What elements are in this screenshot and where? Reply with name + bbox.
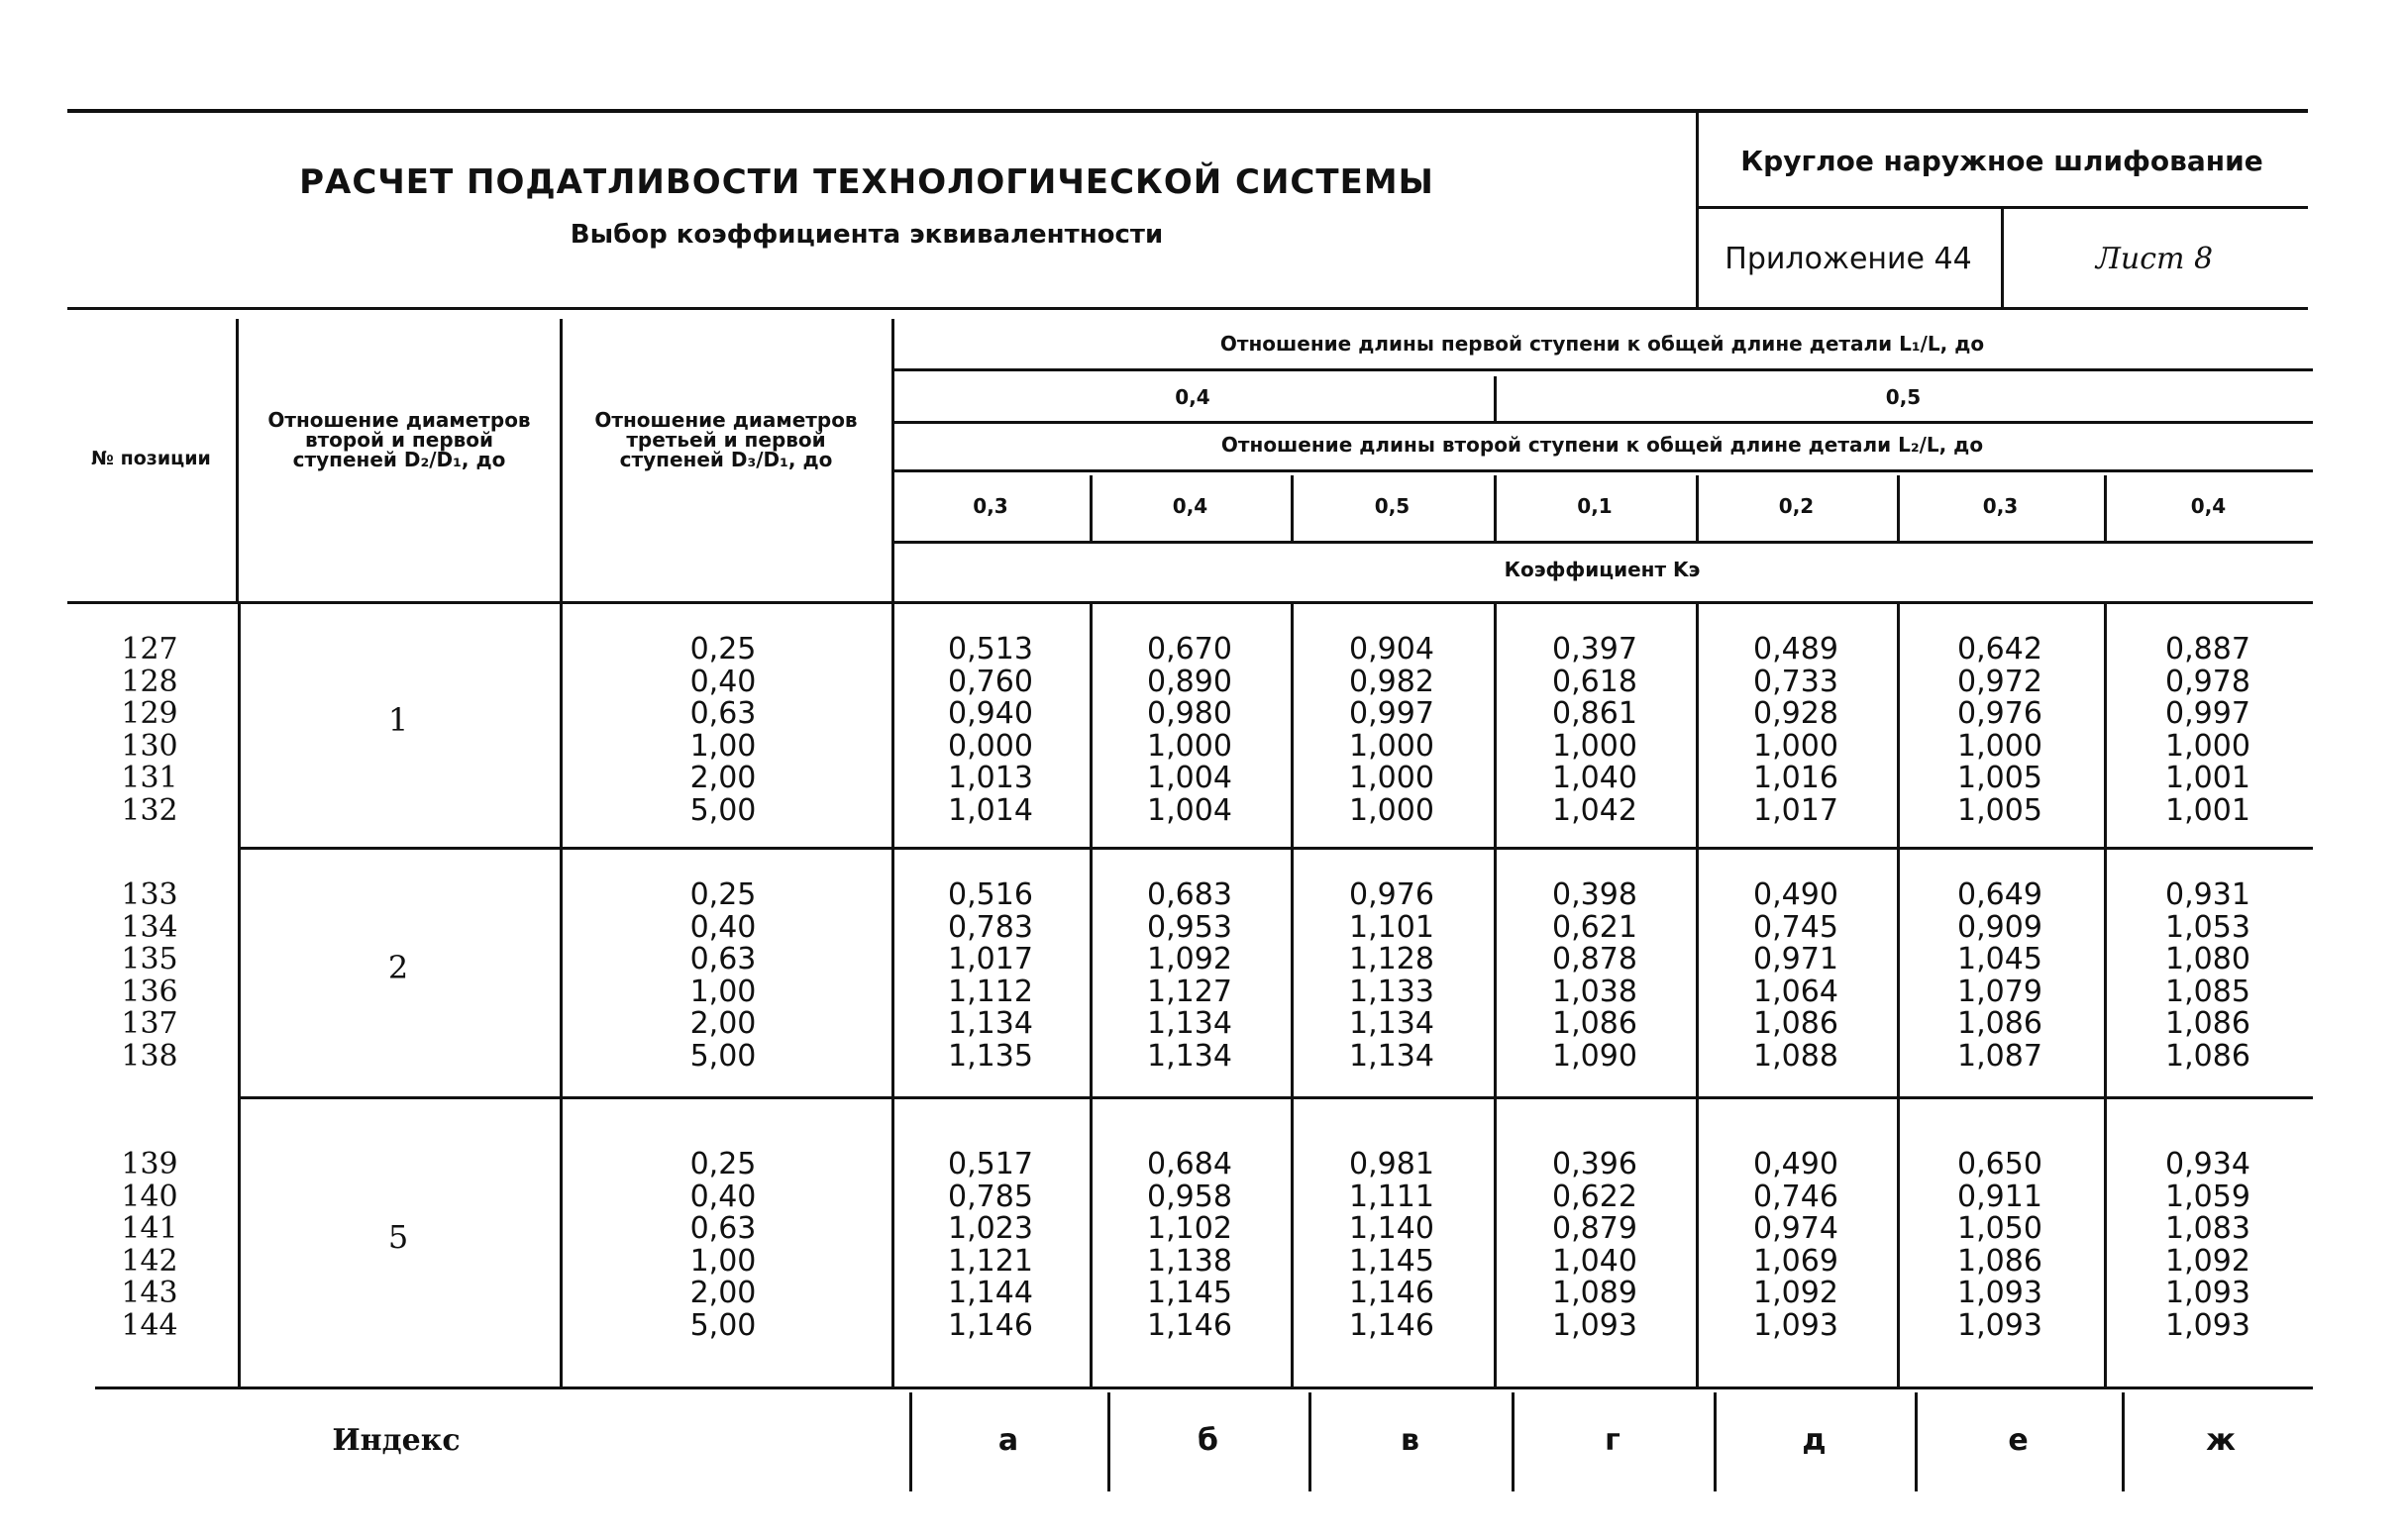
- index-letter: в: [1401, 1423, 1419, 1458]
- index-rule: [95, 1386, 2313, 1389]
- index-letter: д: [1802, 1423, 1827, 1458]
- section-name: Круглое наружное шлифование: [1740, 145, 2263, 177]
- index-letter: б: [1198, 1423, 1218, 1458]
- coef-column: 0,904 0,982 0,997 1,000 1,000 1,000: [1349, 632, 1434, 828]
- l2-value: 0,2: [1778, 494, 1815, 518]
- index-letter: ж: [2206, 1423, 2236, 1458]
- l2-value: 0,3: [973, 494, 1008, 518]
- d3-values-group-1: 0,25 0,40 0,63 1,00 2,00 5,00: [689, 632, 757, 828]
- coef-column: 0,490 0,746 0,974 1,069 1,092 1,093: [1753, 1147, 1838, 1343]
- d2-value-group-2: 2: [387, 949, 409, 986]
- coef-column: 0,516 0,783 1,017 1,112 1,134 1,135: [948, 877, 1033, 1074]
- col-divider-2: [560, 319, 563, 604]
- positions-group-1: 127 128 129 130 131 132: [121, 632, 178, 828]
- body-divider-9: [2104, 604, 2107, 1386]
- positions-group-2: 133 134 135 136 137 138: [121, 877, 178, 1074]
- col-position-header: № позиции: [91, 448, 211, 469]
- header-top-rule: [67, 109, 2308, 113]
- page-subtitle: Выбор коэффициента эквивалентности: [570, 220, 1164, 250]
- coef-column: 0,517 0,785 1,023 1,121 1,144 1,146: [948, 1147, 1033, 1343]
- l1-value-b: 0,5: [1885, 385, 1922, 409]
- coef-column: 0,934 1,059 1,083 1,092 1,093 1,093: [2165, 1147, 2250, 1343]
- index-label: Индекс: [332, 1423, 461, 1458]
- page-title: РАСЧЕТ ПОДАТЛИВОСТИ ТЕХНОЛОГИЧЕСКОЙ СИСТЕМЫ: [299, 162, 1434, 202]
- coef-column: 0,397 0,618 0,861 1,000 1,040 1,042: [1552, 632, 1637, 828]
- index-letter: а: [997, 1423, 1019, 1458]
- col-d2d1-header: Отношение диаметров второй и первой ступеней D₂/D₁, до: [267, 408, 531, 471]
- coef-column: 0,489 0,733 0,928 1,000 1,016 1,017: [1753, 632, 1838, 828]
- l2-value: 0,4: [2190, 494, 2227, 518]
- appendix-number: Приложение 44: [1725, 242, 1972, 276]
- d2-value-group-3: 5: [387, 1218, 409, 1256]
- body-divider-2: [560, 604, 563, 1386]
- l2-value: 0,4: [1172, 494, 1208, 518]
- l2-value: 0,1: [1577, 494, 1613, 518]
- d3-values-group-2: 0,25 0,40 0,63 1,00 2,00 5,00: [689, 877, 757, 1074]
- table-head-bottom-rule: [67, 601, 2313, 604]
- col-d3d1-header: Отношение диаметров третьей и первой ступеней D₃/D₁, до: [594, 408, 858, 471]
- coef-column: 0,490 0,745 0,971 1,064 1,086 1,088: [1753, 877, 1838, 1074]
- coef-column: 0,981 1,111 1,140 1,145 1,146 1,146: [1349, 1147, 1434, 1343]
- l2-values-rule: [891, 541, 2313, 544]
- coef-column: 0,976 1,101 1,128 1,133 1,134 1,134: [1349, 877, 1434, 1074]
- coef-column: 0,670 0,890 0,980 1,000 1,004 1,004: [1147, 632, 1232, 828]
- header-bottom-rule: [67, 307, 2308, 310]
- l2-header-rule: [891, 469, 2313, 472]
- d3-values-group-3: 0,25 0,40 0,63 1,00 2,00 5,00: [689, 1147, 757, 1343]
- l2-value: 0,3: [1982, 494, 2019, 518]
- sheet-number: Лист 8: [2095, 242, 2214, 276]
- l1-header: Отношение длины первой ступени к общей длине детали L₁/L, до: [1219, 332, 1985, 356]
- coef-column: 0,650 0,911 1,050 1,086 1,093 1,093: [1957, 1147, 2042, 1343]
- group-rule-1: [238, 847, 2313, 850]
- coef-column: 0,887 0,978 0,997 1,000 1,001 1,001: [2165, 632, 2250, 828]
- coefficient-header: Коэффициент Kэ: [1504, 558, 1701, 581]
- col-divider-1: [236, 319, 239, 604]
- coef-column: 0,649 0,909 1,045 1,079 1,086 1,087: [1957, 877, 2042, 1074]
- header-divider: [1696, 109, 1699, 309]
- body-divider-1: [238, 604, 241, 1386]
- coef-column: 0,683 0,953 1,092 1,127 1,134 1,134: [1147, 877, 1232, 1074]
- index-letter: г: [1605, 1423, 1620, 1458]
- coef-column: 0,398 0,621 0,878 1,038 1,086 1,090: [1552, 877, 1637, 1074]
- coef-column: 0,396 0,622 0,879 1,040 1,089 1,093: [1552, 1147, 1637, 1343]
- l1-value-a: 0,4: [1175, 385, 1210, 409]
- index-letter: е: [2008, 1423, 2029, 1458]
- coef-column: 0,642 0,972 0,976 1,000 1,005 1,005: [1957, 632, 2042, 828]
- d2-value-group-1: 1: [387, 701, 409, 739]
- coef-column: 0,931 1,053 1,080 1,085 1,086 1,086: [2165, 877, 2250, 1074]
- group-rule-2: [238, 1096, 2313, 1099]
- l2-header: Отношение длины второй ступени к общей длине детали L₂/L, до: [1220, 433, 1984, 457]
- coef-column: 0,513 0,760 0,940 0,000 1,013 1,014: [948, 632, 1033, 828]
- l2-value: 0,5: [1374, 494, 1411, 518]
- body-divider-8: [1897, 604, 1900, 1386]
- positions-group-3: 139 140 141 142 143 144: [121, 1147, 178, 1343]
- l1-header-rule: [891, 368, 2313, 371]
- l1-values-rule: [891, 421, 2313, 424]
- coef-column: 0,684 0,958 1,102 1,138 1,145 1,146: [1147, 1147, 1232, 1343]
